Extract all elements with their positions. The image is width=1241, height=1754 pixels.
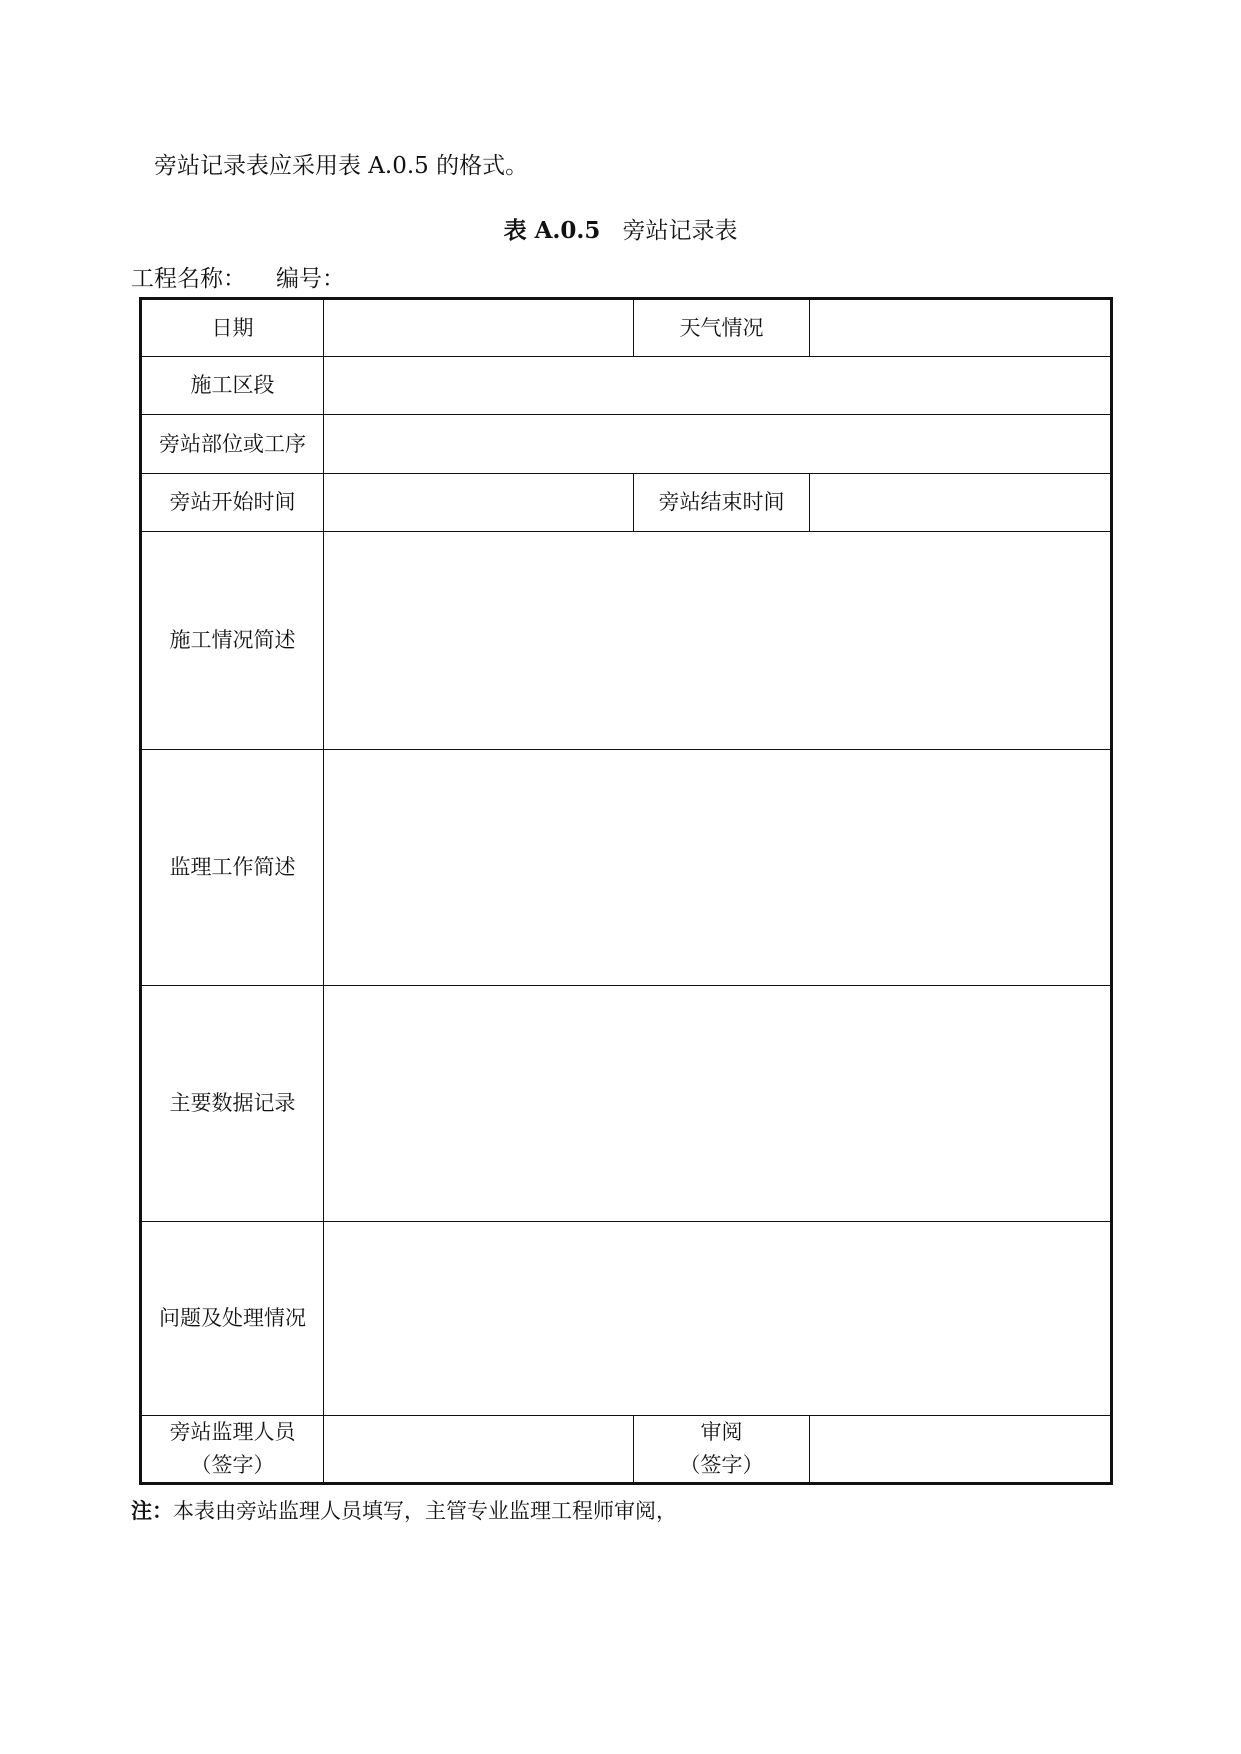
supervisor-signature-label (141, 1416, 324, 1484)
section-label: 施工区段 (141, 357, 324, 415)
start-time-label: 旁站开始时间 (141, 474, 324, 532)
weather-field[interactable] (810, 299, 1112, 357)
table-caption (0, 215, 1241, 247)
table-row (141, 474, 1112, 532)
supervisor-label-line1: 旁站监理人员 (169, 1420, 296, 1444)
date-field[interactable] (324, 299, 634, 357)
data-record-field[interactable] (324, 986, 1112, 1222)
table-row (141, 1222, 1112, 1416)
table-row (141, 986, 1112, 1222)
review-label-line2: （签字） (679, 1453, 764, 1477)
start-time-field[interactable] (324, 474, 634, 532)
problems-field[interactable] (324, 1222, 1112, 1416)
review-label-line1: 审阅 (700, 1420, 743, 1444)
note-text: 本表由旁站监理人员填写，主管专业监理工程师审阅， (173, 1499, 677, 1523)
note-prefix: 注： (131, 1498, 173, 1523)
review-signature-field[interactable] (810, 1416, 1112, 1484)
table-note (131, 1496, 677, 1526)
intro-text: 旁站记录表应采用表 A.0.5 的格式。 (154, 153, 529, 179)
supervisor-label-line2: （签字） (190, 1453, 275, 1477)
table-title: 旁站记录表 (622, 218, 738, 244)
table-row (141, 750, 1112, 986)
table-number: 表 A.0.5 (503, 217, 601, 244)
table-row (141, 1416, 1112, 1484)
position-label: 旁站部位或工序 (141, 415, 324, 474)
data-record-label: 主要数据记录 (141, 986, 324, 1222)
construction-summary-label: 施工情况简述 (141, 532, 324, 750)
position-field[interactable] (324, 415, 1112, 474)
weather-label: 天气情况 (634, 299, 810, 357)
problems-label: 问题及处理情况 (141, 1222, 324, 1416)
end-time-field[interactable] (810, 474, 1112, 532)
number-label: 编号： (276, 266, 345, 292)
table-row (141, 299, 1112, 357)
form-meta (131, 264, 345, 294)
date-label: 日期 (141, 299, 324, 357)
record-table (139, 297, 1113, 1485)
supervision-summary-field[interactable] (324, 750, 1112, 986)
table-row (141, 357, 1112, 415)
table-row (141, 415, 1112, 474)
supervision-summary-label: 监理工作简述 (141, 750, 324, 986)
supervisor-signature-field[interactable] (324, 1416, 634, 1484)
construction-summary-field[interactable] (324, 532, 1112, 750)
section-field[interactable] (324, 357, 1112, 415)
review-signature-label (634, 1416, 810, 1484)
end-time-label: 旁站结束时间 (634, 474, 810, 532)
table-row (141, 532, 1112, 750)
project-name-label: 工程名称： (131, 266, 246, 292)
